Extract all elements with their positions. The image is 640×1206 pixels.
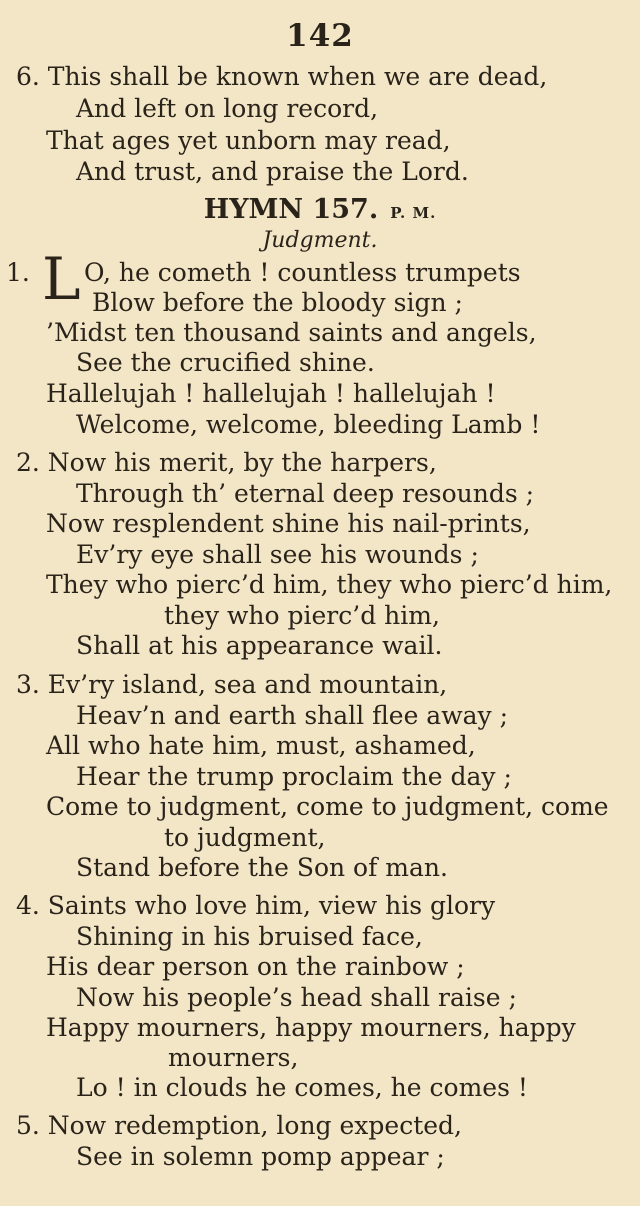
verse-line: Shining in his bruised face, [76, 922, 423, 951]
verse-line: Through th’ eternal deep resounds ; [76, 479, 535, 508]
verse-line: Heav’n and earth shall flee away ; [76, 701, 509, 730]
verse-line: That ages yet unborn may read, [46, 126, 451, 155]
verse-line: mourners, [168, 1043, 299, 1072]
verse-line: Shall at his appearance wail. [76, 631, 443, 660]
verse-line: Ev’ry eye shall see his wounds ; [76, 540, 479, 569]
verse-line: See the crucified shine. [76, 348, 375, 377]
verse-line: They who pierc’d him, they who pierc’d him, [46, 570, 613, 599]
verse-line: Hear the trump proclaim the day ; [76, 762, 512, 791]
verse-line: to judgment, [164, 823, 326, 852]
verse-line: 6. This shall be known when we are dead, [16, 62, 548, 91]
verse-line: Now his people’s head shall raise ; [76, 983, 517, 1012]
verse-line: His dear person on the rainbow ; [46, 952, 465, 981]
verse-line: O, he cometh ! countless trumpets [84, 258, 521, 287]
verse-line: Hallelujah ! hallelujah ! hallelujah ! [46, 379, 496, 408]
drop-cap: L [42, 245, 81, 313]
hymn-subtitle: Judgment. [262, 228, 378, 253]
verse-line: See in solemn pomp appear ; [76, 1142, 445, 1171]
verse-line: 5. Now redemption, long expected, [16, 1111, 462, 1140]
verse-line: Lo ! in clouds he comes, he comes ! [76, 1073, 528, 1102]
page-number: 142 [286, 18, 354, 54]
verse-line: Happy mourners, happy mourners, happy [46, 1013, 576, 1042]
verse-line: they who pierc’d him, [164, 601, 440, 630]
verse-line: 3. Ev’ry island, sea and mountain, [16, 670, 448, 699]
verse-line: And trust, and praise the Lord. [76, 157, 469, 186]
stanza-number: 1. [6, 258, 30, 287]
verse-line: All who hate him, must, ashamed, [46, 731, 476, 760]
verse-line: Now resplendent shine his nail-prints, [46, 509, 531, 538]
hymn-title [0, 194, 640, 225]
verse-line: 4. Saints who love him, view his glory [16, 891, 496, 920]
verse-line: Come to judgment, come to judgment, come [46, 792, 609, 821]
verse-line: Welcome, welcome, bleeding Lamb ! [76, 410, 541, 439]
verse-line: ’Midst ten thousand saints and angels, [46, 318, 537, 347]
verse-line: And left on long record, [76, 94, 379, 123]
verse-line: Stand before the Son of man. [76, 853, 448, 882]
hymn-meter: P. M. [390, 204, 437, 222]
verse-line: 2. Now his merit, by the harpers, [16, 448, 437, 477]
verse-line: Blow before the bloody sign ; [92, 288, 463, 317]
hymn-number: HYMN 157. [203, 194, 379, 225]
